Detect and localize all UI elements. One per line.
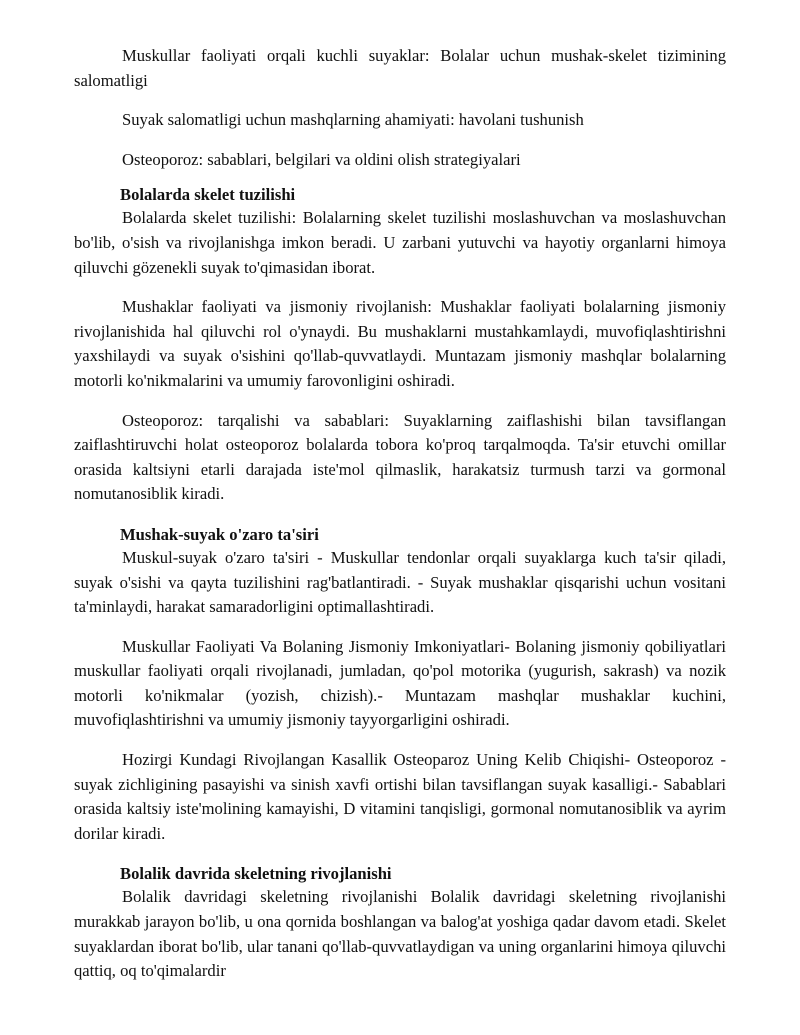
paragraph: Hozirgi Kundagi Rivojlangan Kasallik Osteoparoz Uning Kelib Chiqishi- Osteoporoz - suyak zichligining pasayishi va sinish xavfi ortishi bilan tavsiflangan suyak kasalligi.- Sabablari orasida kaltsiy iste'molining kamayishi, D vitamini tanqisligi, gormonal nomutanosiblik va ayrim dorilar kiradi. xyxy=(74,750,726,843)
intro-line: Muskullar faoliyati orqali kuchli suyaklar: Bolalar uchun mushak-skelet tizimining salomatligi xyxy=(74,46,726,90)
document-page xyxy=(74,44,726,984)
intro-line: Osteoporoz: sabablari, belgilari va oldini olish strategiyalari xyxy=(122,149,521,169)
paragraph: Mushaklar faoliyati va jismoniy rivojlanish: Mushaklar faoliyati bolalarning jismoniy rivojlanishida hal qiluvchi rol o'ynaydi. Bu mushaklarni mustahkamlaydi, muvofiqlashtirishni yaxshilaydi va suyak o'sishini qo'llab-quvvatlaydi. Muntazam jismoniy mashqlar bolalarning motorli ko'nikmalarini va umumiy farovonligini oshiradi. xyxy=(74,297,726,390)
paragraph: Bolalarda skelet tuzilishi: Bolalarning skelet tuzilishi moslashuvchan va moslashuvchan bo'lib, o'sish va rivojlanishga imkon beradi. U zarbani yutuvchi va hayotiy organlarni himoya qiluvchi gözenekli suyak to'qimasidan iborat. xyxy=(74,208,726,277)
paragraph: Bolalik davridagi skeletning rivojlanishi Bolalik davridagi skeletning rivojlanishi murakkab jarayon bo'lib, u ona qornida boshlangan va balog'at yoshiga qadar davom etadi. Skelet suyaklardan iborat bo'lib, ular tanani qo'llab-quvvatlaydigan va uning organlarini himoya qiluvchi qattiq, oq to'qimalardir xyxy=(74,887,726,981)
paragraph: Muskul-suyak o'zaro ta'siri - Muskullar tendonlar orqali suyaklarga kuch ta'sir qiladi, suyak o'sishi va qayta tuzilishini rag'batlantiradi. - Suyak mushaklar qisqarishi uchun vositani ta'minlaydi, harakat samaradorligini optimallashtiradi. xyxy=(74,547,726,617)
section-heading: Mushak-suyak o'zaro ta'siri xyxy=(120,524,319,544)
intro-line: Suyak salomatligi uchun mashqlarning ahamiyati: havolani tushunish xyxy=(122,110,584,130)
section-heading: Bolalik davrida skeletning rivojlanishi xyxy=(120,864,392,884)
paragraph: Muskullar Faoliyati Va Bolaning Jismoniy Imkoniyatlari- Bolaning jismoniy qobiliyatlari muskullar faoliyati orqali rivojlanadi, jumladan, qo'pol motorika (yugurish, sakrash) va nozik motorli ko'nikmalar (yozish, chizish).- Muntazam mashqlar mushaklar kuchini, muvofiqlashtirishni va umumiy jismoniy tayyorgarligini oshiradi. xyxy=(74,636,726,730)
section-heading: Bolalarda skelet tuzilishi xyxy=(120,185,296,205)
paragraph: Osteoporoz: tarqalishi va sabablari: Suyaklarning zaiflashishi bilan tavsiflangan zaiflashtiruvchi holat osteoporoz bolalarda tobora ko'proq tarqalmoqda. Ta'sir etuvchi omillar orasida kaltsiyni etarli darajada iste'mol qilmaslik, harakatsiz turmush tarzi va gormonal nomutanosiblik kiradi. xyxy=(74,410,726,504)
